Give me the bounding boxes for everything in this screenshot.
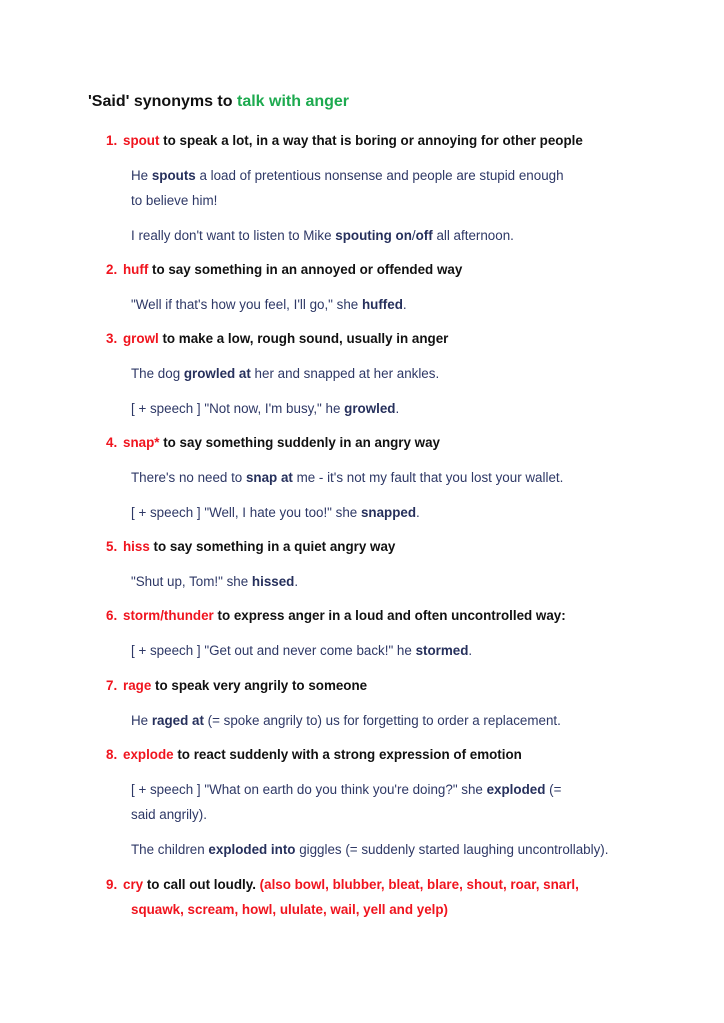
entry-number: 4. (106, 435, 118, 450)
entry-definition: to speak a lot, in a way that is boring or annoying for other people (159, 133, 583, 148)
entry-word: huff (123, 262, 149, 277)
example-line: [ + speech ] "What on earth do you think you're doing?" she exploded (= (131, 782, 562, 797)
example-line: He raged at (= spoke angrily to) us for forgetting to order a replacement. (131, 713, 561, 728)
entry-term (106, 133, 583, 148)
entry-word: cry (123, 877, 144, 892)
entry-definition: to call out loudly. (143, 877, 260, 892)
example-line: [ + speech ] "Get out and never come back!" he stormed. (131, 643, 473, 658)
example-line: I really don't want to listen to Mike spouting on/off all afternoon. (131, 228, 514, 243)
entry-number: 3. (106, 331, 118, 346)
page-title (88, 93, 349, 111)
entry-number: 7. (106, 678, 118, 693)
entry-term (106, 678, 367, 693)
entry-definition: to say something in an annoyed or offended way (148, 262, 463, 277)
entry-word: rage (123, 678, 152, 693)
entry-definition: to say something in a quiet angry way (149, 539, 396, 554)
entry-number: 6. (106, 608, 118, 623)
entry-word: storm/thunder (123, 608, 214, 623)
entry-word: growl (123, 331, 159, 346)
entry-word: snap* (123, 435, 160, 450)
entry-number: 9. (106, 877, 118, 892)
entry-number: 5. (106, 539, 118, 554)
title-accent: talk with anger (236, 93, 350, 110)
example-line: The children exploded into giggles (= suddenly started laughing uncontrollably). (131, 842, 609, 857)
entry-number: 8. (106, 747, 118, 762)
entry-definition: to express anger in a loud and often uncontrolled way: (213, 608, 566, 623)
entry-word: explode (123, 747, 174, 762)
entry-term (106, 747, 522, 762)
entry-word: spout (123, 133, 160, 148)
entry-term (106, 435, 440, 450)
example-line: The dog growled at her and snapped at her ankles. (131, 366, 440, 381)
entry-number: 1. (106, 133, 118, 148)
example-line: to believe him! (131, 193, 218, 208)
entry-term (106, 539, 395, 554)
entry-definition: to make a low, rough sound, usually in anger (158, 331, 449, 346)
title-prefix: 'Said' synonyms to (88, 93, 237, 110)
entry-term (106, 877, 579, 892)
entry-definition: to react suddenly with a strong expression of emotion (173, 747, 522, 762)
entry-word: hiss (123, 539, 150, 554)
entry-also-list-continued: squawk, scream, howl, ululate, wail, yell and yelp) (131, 902, 449, 917)
example-line: "Well if that's how you feel, I'll go," she huffed. (131, 297, 407, 312)
example-line: He spouts a load of pretentious nonsense and people are stupid enough (131, 168, 564, 183)
entry-also-list: (also bowl, blubber, bleat, blare, shout, roar, snarl, (259, 877, 579, 892)
entry-definition: to speak very angrily to someone (151, 678, 368, 693)
example-line: said angrily). (131, 807, 207, 822)
entry-number: 2. (106, 262, 118, 277)
example-line: "Shut up, Tom!" she hissed. (131, 574, 299, 589)
entry-term (106, 262, 462, 277)
example-line: [ + speech ] "Well, I hate you too!" she snapped. (131, 505, 420, 520)
entry-definition: to say something suddenly in an angry way (159, 435, 440, 450)
example-line: There's no need to snap at me - it's not my fault that you lost your wallet. (131, 470, 564, 485)
entry-term (106, 331, 448, 346)
entry-term (106, 608, 566, 623)
example-line: [ + speech ] "Not now, I'm busy," he growled. (131, 401, 400, 416)
